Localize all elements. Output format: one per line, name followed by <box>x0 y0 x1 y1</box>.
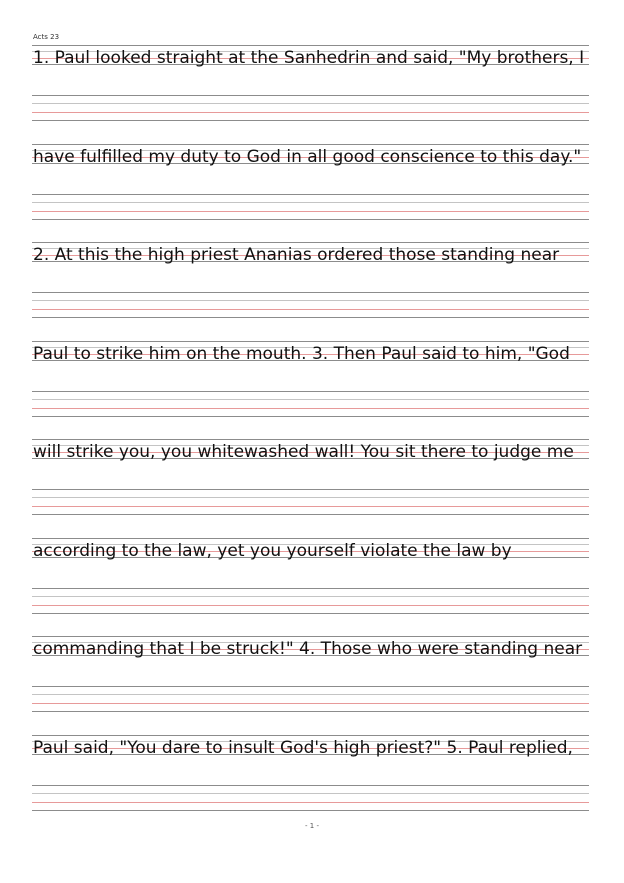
guide-rule-red <box>32 309 589 310</box>
verse-text-line: 2. At this the high priest Ananias ordered those standing near <box>33 245 560 265</box>
guide-rule-dark <box>32 636 589 637</box>
guide-rule-dark <box>32 785 589 786</box>
guide-rule-dark <box>32 711 589 712</box>
guide-rule-dark <box>32 613 589 614</box>
guide-rule-dark <box>32 194 589 195</box>
guide-rule-dark <box>32 144 589 145</box>
guide-rule-red <box>32 211 589 212</box>
guide-rule-red <box>32 506 589 507</box>
verse-text-line: will strike you, you whitewashed wall! You sit there to judge me <box>33 442 574 462</box>
guide-rule-light <box>32 103 589 104</box>
practice-line-block <box>32 341 589 421</box>
guide-rule-dark <box>32 45 589 46</box>
page-header-title: Acts 23 <box>33 33 60 41</box>
verse-text-line: have fulfilled my duty to God in all good conscience to this day." <box>33 146 582 167</box>
guide-rule-dark <box>32 341 589 342</box>
guide-rule-dark <box>32 489 589 490</box>
verse-text-line: 1. Paul looked straight at the Sanhedrin and said, "My brothers, I <box>33 48 585 68</box>
practice-line-block <box>32 439 589 519</box>
guide-rule-red <box>32 408 589 409</box>
guide-rule-dark <box>32 120 589 121</box>
verse-text-line: Paul said, "You dare to insult God's high priest?" 5. Paul replied, <box>33 737 573 758</box>
guide-rule-dark <box>32 317 589 318</box>
guide-rule-dark <box>32 686 589 687</box>
practice-line-block <box>32 242 589 322</box>
guide-rule-dark <box>32 219 589 220</box>
guide-rule-dark <box>32 588 589 589</box>
guide-rule-light <box>32 300 589 301</box>
guide-rule-dark <box>32 292 589 293</box>
page-number: - 1 - <box>305 822 319 830</box>
guide-rule-light <box>32 497 589 498</box>
guide-rule-red <box>32 802 589 803</box>
guide-rule-dark <box>32 242 589 243</box>
guide-rule-dark <box>32 439 589 440</box>
verse-text-line: commanding that I be struck!" 4. Those who were standing near <box>33 639 583 659</box>
guide-rule-dark <box>32 391 589 392</box>
practice-line-block <box>32 144 589 224</box>
guide-rule-dark <box>32 514 589 515</box>
guide-rule-red <box>32 605 589 606</box>
guide-rule-light <box>32 694 589 695</box>
guide-rule-red <box>32 112 589 113</box>
practice-line-block <box>32 45 589 125</box>
verse-text-line: according to the law, yet you yourself violate the law by <box>33 540 512 561</box>
practice-line-block <box>32 636 589 716</box>
practice-line-block <box>32 735 589 815</box>
guide-rule-light <box>32 793 589 794</box>
guide-rule-light <box>32 202 589 203</box>
guide-rule-light <box>32 596 589 597</box>
guide-rule-dark <box>32 95 589 96</box>
verse-text-line: Paul to strike him on the mouth. 3. Then Paul said to him, "God <box>33 343 570 364</box>
guide-rule-dark <box>32 416 589 417</box>
guide-rule-light <box>32 399 589 400</box>
guide-rule-dark <box>32 810 589 811</box>
guide-rule-red <box>32 703 589 704</box>
guide-rule-dark <box>32 735 589 736</box>
guide-rule-dark <box>32 538 589 539</box>
practice-line-block <box>32 538 589 618</box>
